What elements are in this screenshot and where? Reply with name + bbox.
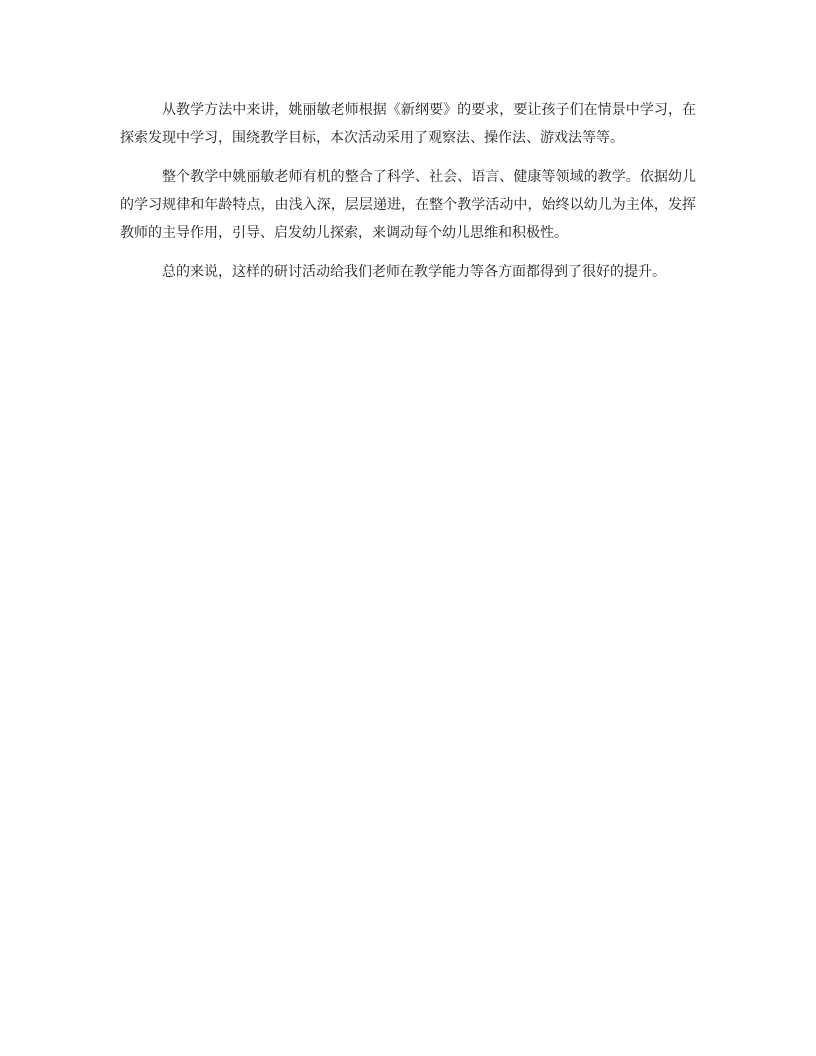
document-body: [120, 96, 696, 297]
paragraph-summary: 总的来说，这样的研讨活动给我们老师在教学能力等各方面都得到了很好的提升。: [162, 264, 666, 280]
paragraph-teaching-methods: 从教学方法中来讲，姚丽敏老师根据《新纲要》的要求，要让孩子们在情景中学习，在探索发现中学习，围绕教学目标，本次活动采用了观察法、操作法、游戏法等等。: [120, 102, 696, 146]
paragraph-teaching-integration: 整个教学中姚丽敏老师有机的整合了科学、社会、语言、健康等领域的教学。依据幼儿的学习规律和年龄特点，由浅入深，层层递进，在整个教学活动中，始终以幼儿为主体，发挥教师的主导作用，引导、启发幼儿探索，来调动每个幼儿思维和积极性。: [120, 169, 696, 241]
